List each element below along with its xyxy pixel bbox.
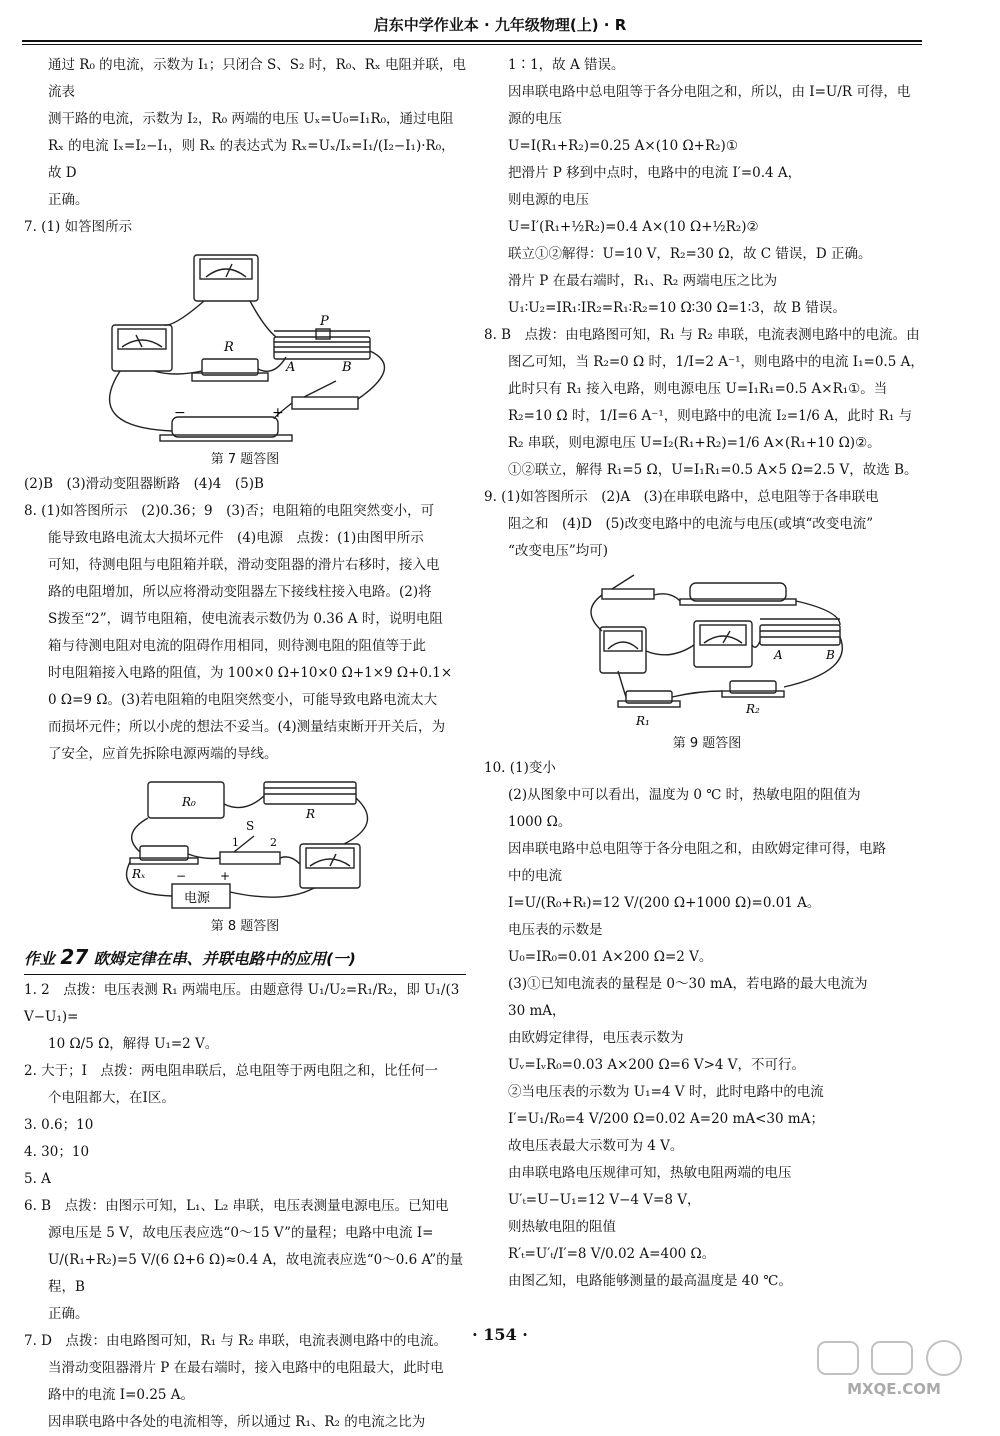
fig8-label-S: S bbox=[246, 819, 255, 833]
answer-line: 7. D 点拨：由电路图可知，R₁ 与 R₂ 串联，电流表测电路中的电流。 bbox=[24, 1333, 448, 1349]
q10-line: (2)从图象中可以看出，温度为 0 ℃ 时，热敏电阻的阻值为 bbox=[508, 787, 861, 803]
fig7-label-R: R bbox=[224, 340, 234, 355]
q8-line: 了安全，应首先拆除电源两端的导线。 bbox=[48, 746, 278, 762]
q7-tail: (2)B (3)滑动变阻器断路 (4)4 (5)B bbox=[24, 476, 264, 492]
answer-line: 4. 30；10 bbox=[24, 1144, 90, 1160]
q10-line: U₀=IR₀=0.01 A×200 Ω=2 V。 bbox=[508, 949, 713, 965]
header-rule-thin bbox=[22, 44, 922, 45]
q8-line: 路的电阻增加，所以应将滑动变阻器左下接线柱接入电路。(2)将 bbox=[48, 584, 432, 600]
fig8-label-R0: R₀ bbox=[182, 795, 196, 809]
q7-cont-line: 1∶1，故 A 错误。 bbox=[508, 57, 625, 73]
q9-line: 阻之和 (4)D (5)改变电路中的电流与电压(或填“改变电流” bbox=[508, 516, 874, 532]
q7-cont-line: 因串联电路中总电阻等于各分电阻之和，所以，由 I=U/R 可得，电 bbox=[508, 84, 911, 100]
q8-line: 图乙可知，当 R₂=0 Ω 时，1/I=2 A⁻¹，则电路中的电流 I₁=0.5 A， bbox=[508, 354, 924, 370]
fig9-label-R1: R₁ bbox=[636, 714, 650, 728]
page-number: · 154 · bbox=[472, 1325, 528, 1344]
answer-line: 正确。 bbox=[48, 1306, 89, 1322]
fig7-label-P: P bbox=[320, 314, 329, 329]
page-header bbox=[20, 14, 980, 40]
header-rule bbox=[22, 40, 922, 42]
figure-8-caption: 第 8 题答图 bbox=[210, 919, 280, 934]
figure-8 bbox=[24, 774, 466, 914]
q7-cont-line: 滑片 P 在最右端时，R₁、R₂ 两端电压之比为 bbox=[508, 273, 778, 289]
q8-line: 时电阻箱接入电路的阻值，为 100×0 Ω+10×0 Ω+1×9 Ω+0.1× bbox=[48, 665, 453, 681]
intro-line: 测干路的电流，示数为 I₂，R₀ 两端的电压 Uₓ=U₀=I₁R₀，通过电阻 bbox=[48, 111, 454, 127]
q7-cont-line: U=I(R₁+R₂)=0.25 A×(10 Ω+R₂)① bbox=[508, 138, 738, 154]
figure-8-drawing bbox=[24, 774, 466, 914]
fig8-label-plus: + bbox=[220, 869, 231, 883]
q10-line: 1000 Ω。 bbox=[508, 814, 572, 830]
figure-9-caption: 第 9 题答图 bbox=[672, 736, 742, 751]
figure-7-caption: 第 7 题答图 bbox=[210, 452, 280, 467]
fig7-label-minus: − bbox=[174, 405, 186, 421]
q10-line: Uᵥ=IᵥR₀=0.03 A×200 Ω=6 V>4 V，不可行。 bbox=[508, 1057, 806, 1073]
answer-line: 10 Ω/5 Ω，解得 U₁=2 V。 bbox=[48, 1036, 219, 1052]
left-column bbox=[24, 52, 466, 1436]
q10-line: 故电压表最大示数可为 4 V。 bbox=[508, 1138, 684, 1154]
fig9-label-A: A bbox=[774, 648, 783, 662]
q9-line: 9. (1)如答图所示 (2)A (3)在串联电路中，总电阻等于各串联电 bbox=[484, 489, 879, 505]
answer-line: 因串联电路中各处的电流相等，所以通过 R₁、R₂ 的电流之比为 bbox=[48, 1414, 426, 1430]
intro-line: Rₓ 的电流 Iₓ=I₂−I₁，则 Rₓ 的表达式为 Rₓ=Uₓ/Iₓ=I₁/(I₂−I₁)·R₀，故 D bbox=[48, 138, 455, 181]
q8-line: ①②联立，解得 R₁=5 Ω，U=I₁R₁=0.5 A×5 Ω=2.5 V，故选 B。 bbox=[508, 462, 918, 478]
q10-line: (3)①已知电流表的量程是 0～30 mA，若电路的最大电流为 bbox=[508, 976, 868, 992]
fig9-label-B: B bbox=[826, 648, 835, 662]
fig7-label-A: A bbox=[286, 360, 296, 375]
q10-line: 由图乙知，电路能够测量的最高温度是 40 ℃。 bbox=[508, 1273, 792, 1289]
q10-line: 电压表的示数是 bbox=[508, 922, 603, 938]
fig8-label-R: R bbox=[306, 807, 316, 821]
q8-line: 箱与待测电阻对电流的阻碍作用相同，则待测电阻的阻值等于此 bbox=[48, 638, 426, 654]
answer-line: 6. B 点拨：由图示可知，L₁、L₂ 串联，电压表测量电源电压。已知电 bbox=[24, 1198, 449, 1214]
answer-line: 3. 0.6；10 bbox=[24, 1117, 94, 1133]
q7-cont-line: U=I′(R₁+½R₂)=0.4 A×(10 Ω+½R₂)② bbox=[508, 219, 759, 235]
watermark-logo bbox=[814, 1338, 974, 1398]
q10-line: 因串联电路中总电阻等于各分电阻之和，由欧姆定律可得，电路 bbox=[508, 841, 886, 857]
intro-line: 通过 R₀ 的电流，示数为 I₁；只闭合 S、S₂ 时，R₀、Rₓ 电阻并联，电流表 bbox=[48, 57, 466, 100]
header-title: 启东中学作业本 · 九年级物理(上) · R bbox=[373, 16, 627, 34]
q10-line: 10. (1)变小 bbox=[484, 760, 556, 776]
q8-line: S拨至“2”，调节电阻箱，使电流表示数仍为 0.36 A 时，说明电阻 bbox=[48, 611, 443, 627]
section-title bbox=[24, 942, 466, 975]
fig8-label-2: 2 bbox=[270, 836, 277, 849]
q8-line: 0 Ω=9 Ω。(3)若电阻箱的电阻突然变小，可能导致电路电流太大 bbox=[48, 692, 438, 708]
q8-line: 8. B 点拨：由电路图可知，R₁ 与 R₂ 串联，电流表测电路中的电流。由 bbox=[484, 327, 920, 343]
fig7-label-B: B bbox=[342, 360, 352, 375]
q8-line: 此时只有 R₁ 接入电路，则电源电压 U=I₁R₁=0.5 A×R₁①。当 bbox=[508, 381, 888, 397]
q8-line: 能导致电路电流太大损坏元件 (4)电源 点拨：(1)由图甲所示 bbox=[48, 530, 424, 546]
q10-line: 则热敏电阻的阻值 bbox=[508, 1219, 616, 1235]
q8-line: 可知，待测电阻与电阻箱并联，滑动变阻器的滑片右移时，接入电 bbox=[48, 557, 440, 573]
answer-line: U/(R₁+R₂)=5 V/(6 Ω+6 Ω)≈0.4 A，故电流表应选“0～0.6 A”的量程，B bbox=[48, 1252, 464, 1295]
fig8-label-minus: − bbox=[176, 869, 187, 883]
q7-cont-line: 联立①②解得：U=10 V，R₂=30 Ω，故 C 错误，D 正确。 bbox=[508, 246, 872, 262]
answer-line: 个电阻都大，在Ⅰ区。 bbox=[48, 1090, 175, 1106]
q8-line: R₂=10 Ω 时，1/I=6 A⁻¹，则电路中的电流 I₂=1/6 A，此时 R₁ 与 bbox=[508, 408, 913, 424]
figure-7-drawing bbox=[24, 247, 466, 447]
q10-line: I′=U₁/R₀=4 V/200 Ω=0.02 A=20 mA<30 mA； bbox=[508, 1111, 824, 1127]
answer-line: 5. A bbox=[24, 1171, 51, 1187]
section-title-text: 欧姆定律在串、并联电路中的应用(一) bbox=[93, 950, 356, 968]
q10-line: U′ₜ=U−U₁=12 V−4 V=8 V， bbox=[508, 1192, 701, 1208]
q7-head: 7. (1) 如答图所示 bbox=[24, 219, 133, 235]
q7-cont-line: 则电源的电压 bbox=[508, 192, 589, 208]
watermark-text: MXQE.COM bbox=[847, 1380, 941, 1398]
q7-cont-line: 把滑片 P 移到中点时，电路中的电流 I′=0.4 A， bbox=[508, 165, 802, 181]
q8-line: R₂ 串联，则电源电压 U=I₂(R₁+R₂)=1/6 A×(R₁+10 Ω)②。 bbox=[508, 435, 881, 451]
q10-line: ②当电压表的示数为 U₁=4 V 时，此时电路中的电流 bbox=[508, 1084, 824, 1100]
figure-9 bbox=[484, 571, 930, 731]
q10-line: 由串联电路电压规律可知，热敏电阻两端的电压 bbox=[508, 1165, 792, 1181]
answer-line: 路中的电流 I=0.25 A。 bbox=[48, 1387, 195, 1403]
q9-line: “改变电压”均可) bbox=[508, 543, 609, 559]
right-column bbox=[484, 52, 930, 1295]
fig8-label-Rx: Rₓ bbox=[132, 867, 146, 881]
q10-line: 由欧姆定律得，电压表示数为 bbox=[508, 1030, 684, 1046]
figure-9-drawing bbox=[484, 571, 930, 731]
q10-line: 中的电流 bbox=[508, 868, 562, 884]
figure-7 bbox=[24, 247, 466, 447]
q7-cont-line: U₁∶U₂=IR₁∶IR₂=R₁∶R₂=10 Ω∶30 Ω=1∶3，故 B 错误。 bbox=[508, 300, 846, 316]
fig9-label-R2: R₂ bbox=[746, 702, 760, 716]
section-title-number: 27 bbox=[60, 945, 89, 969]
fig7-label-plus: + bbox=[272, 405, 284, 421]
q10-line: R′ₜ=U′ₜ/I′=8 V/0.02 A=400 Ω。 bbox=[508, 1246, 716, 1262]
answer-line: 2. 大于；Ⅰ 点拨：两电阻串联后，总电阻等于两电阻之和，比任何一 bbox=[24, 1063, 439, 1079]
fig8-label-power: 电源 bbox=[184, 891, 211, 906]
q10-line: I=U/(R₀+Rₜ)=12 V/(200 Ω+1000 Ω)=0.01 A。 bbox=[508, 895, 821, 911]
answer-line: 1. 2 点拨：电压表测 R₁ 两端电压。由题意得 U₁/U₂=R₁/R₂，即 U₁/(3 V−U₁)= bbox=[24, 982, 460, 1025]
answer-line: 当滑动变阻器滑片 P 在最右端时，接入电路中的电阻最大，此时电 bbox=[48, 1360, 444, 1376]
fig8-label-1: 1 bbox=[232, 836, 239, 849]
q8-line: 8. (1)如答图所示 (2)0.36；9 (3)否；电阻箱的电阻突然变小，可 bbox=[24, 503, 435, 519]
answer-line: 源电压是 5 V，故电压表应选“0～15 V”的量程；电路中电流 I= bbox=[48, 1225, 434, 1241]
q7-cont-line: 源的电压 bbox=[508, 111, 562, 127]
q8-line: 而损坏元件；所以小虎的想法不妥当。(4)测量结束断开开关后，为 bbox=[48, 719, 446, 735]
intro-line: 正确。 bbox=[48, 192, 89, 208]
section-title-prefix: 作业 bbox=[24, 950, 56, 968]
q10-line: 30 mA， bbox=[508, 1003, 566, 1019]
